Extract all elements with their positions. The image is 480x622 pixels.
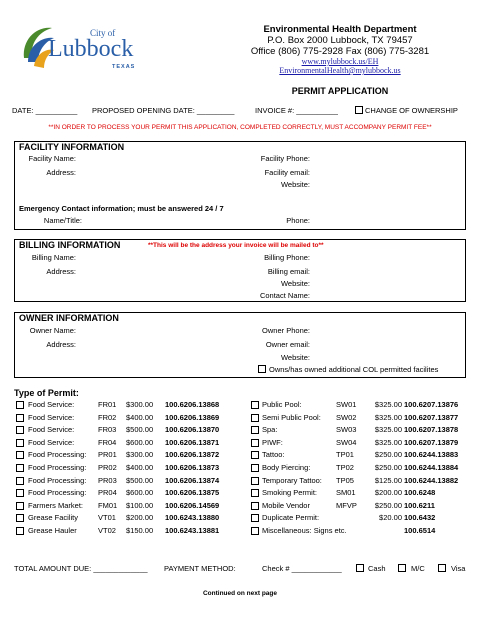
permit-fee: $125.00 (374, 475, 402, 485)
department-phones: Office (806) 775-2928 Fax (806) 775-3281 (250, 46, 430, 57)
permit-type: Mobile Vendor (262, 500, 310, 510)
logo-state: TEXAS (112, 64, 136, 70)
owner-heading: OWNER INFORMATION (19, 313, 119, 323)
permit-type: Grease Facility (28, 513, 79, 523)
owner-address-label: Address: (46, 340, 76, 349)
facility-address-label: Address: (46, 168, 76, 177)
emergency-name-label: Name/Title: (43, 216, 82, 225)
facility-name-label: Facility Name: (28, 154, 76, 163)
permit-code: PR02 (98, 463, 117, 472)
permit-account: 100.6243.13880 (165, 513, 220, 523)
permit-code: FR03 (98, 425, 117, 435)
city-logo (18, 22, 136, 78)
permit-checkbox[interactable] (16, 514, 24, 522)
permit-type-heading: Type of Permit: (14, 388, 79, 398)
owns-additional-checkbox[interactable] (258, 365, 266, 373)
permit-checkbox[interactable] (16, 426, 24, 434)
permit-type: Food Processing: (28, 475, 87, 485)
permit-account: 100.6206.13870 (165, 425, 220, 435)
permit-account: 100.6206.13868 (165, 400, 220, 409)
permit-fee: $250.00 (374, 500, 402, 510)
permit-fee: $600.00 (126, 488, 154, 498)
permit-fee: $325.00 (374, 425, 402, 435)
cash-label: Cash (368, 564, 386, 573)
facility-phone-label: Facility Phone: (260, 154, 310, 163)
owner-website-label: Website: (280, 353, 310, 362)
mc-checkbox[interactable] (398, 564, 406, 572)
department-website[interactable]: www.mylubbock.us/EH (301, 57, 379, 66)
permit-type: PIWF: (262, 437, 283, 447)
permit-checkbox[interactable] (16, 527, 24, 535)
permit-account: 100.6243.13881 (165, 526, 220, 535)
permit-code: PR01 (98, 450, 117, 460)
emergency-contact-label: Emergency Contact information; must be answered 24 / 7 (19, 204, 224, 213)
permit-account: 100.6248 (404, 488, 436, 498)
permit-checkbox[interactable] (251, 477, 259, 485)
permit-checkbox[interactable] (251, 502, 259, 510)
permit-account: 100.6244.13884 (404, 463, 459, 472)
billing-contact-label: Contact Name: (259, 291, 310, 300)
permit-checkbox[interactable] (251, 426, 259, 434)
visa-checkbox[interactable] (438, 564, 446, 572)
permit-code: TP01 (336, 450, 354, 460)
check-number-field[interactable]: Check # ____________ (262, 564, 342, 573)
permit-account: 100.6206.13873 (165, 463, 220, 472)
permit-type: Food Service: (28, 425, 75, 435)
permit-account: 100.6206.14569 (165, 500, 220, 510)
facility-website-label: Website: (280, 180, 310, 189)
department-address: P.O. Box 2000 Lubbock, TX 79457 (267, 35, 413, 46)
permit-type: Miscellaneous: Signs etc. (262, 526, 347, 535)
page-title: PERMIT APPLICATION (291, 86, 389, 96)
permit-checkbox[interactable] (16, 439, 24, 447)
permit-account: 100.6206.13869 (165, 412, 220, 422)
permit-fee: $100.00 (126, 500, 154, 510)
permit-code: FR04 (98, 437, 117, 447)
permit-fee: $20.00 (379, 513, 402, 523)
permit-code: VT01 (98, 513, 116, 523)
visa-label: Visa (451, 564, 466, 573)
permit-code: TP02 (336, 463, 354, 472)
permit-fee: $500.00 (126, 475, 154, 485)
permit-type: Spa: (262, 425, 278, 435)
billing-note: **This will be the address your invoice will be mailed to** (148, 242, 324, 249)
permit-checkbox[interactable] (16, 477, 24, 485)
permit-type: Food Service: (28, 412, 75, 422)
permit-fee: $300.00 (126, 400, 154, 409)
permit-code: MFVP (336, 500, 357, 510)
permit-code: SW03 (336, 425, 357, 435)
fee-notice: **IN ORDER TO PROCESS YOUR PERMIT THIS APPLICATION, COMPLETED CORRECTLY, MUST ACCOMPANY PERMIT FEE** (48, 124, 432, 131)
payment-method-label: PAYMENT METHOD: (164, 564, 236, 573)
permit-account: 100.6207.13879 (404, 437, 459, 447)
permit-account: 100.6206.13875 (165, 488, 220, 498)
billing-website-label: Website: (280, 279, 310, 288)
permit-code: PR04 (98, 488, 117, 498)
permit-checkbox[interactable] (251, 414, 259, 422)
permit-code: PR03 (98, 475, 117, 485)
permit-account: 100.6514 (404, 526, 436, 535)
permit-type: Tattoo: (262, 450, 285, 460)
permit-checkbox[interactable] (251, 527, 259, 535)
permit-fee: $200.00 (374, 488, 402, 498)
permit-type: Food Service: (28, 400, 75, 409)
permit-checkbox[interactable] (251, 401, 259, 409)
permit-checkbox[interactable] (251, 451, 259, 459)
mc-label: M/C (411, 564, 425, 573)
permit-fee: $400.00 (126, 412, 154, 422)
total-amount-due[interactable]: TOTAL AMOUNT DUE: _____________ (14, 564, 148, 573)
permit-code: SW01 (336, 400, 357, 409)
logo-city-of: City of (90, 28, 116, 38)
permit-fee: $600.00 (126, 437, 154, 447)
permit-account: 100.6206.13874 (165, 475, 220, 485)
permit-fee: $400.00 (126, 463, 154, 472)
permit-type: Duplicate Permit: (262, 513, 320, 523)
department-name: Environmental Health Department (263, 24, 417, 35)
permit-type: Smoking Permit: (262, 488, 318, 498)
permit-code: SM01 (336, 488, 356, 498)
permit-type: Farmers Market: (28, 500, 84, 510)
permit-type: Food Processing: (28, 450, 87, 460)
permit-code: FR02 (98, 412, 117, 422)
permit-checkbox[interactable] (251, 514, 259, 522)
permit-code: VT02 (98, 526, 116, 535)
opening-date-field[interactable]: PROPOSED OPENING DATE: _________ (92, 106, 235, 115)
billing-phone-label: Billing Phone: (264, 253, 310, 262)
permit-checkbox[interactable] (16, 464, 24, 472)
permit-checkbox[interactable] (251, 439, 259, 447)
permit-code: FR01 (98, 400, 117, 409)
permit-fee: $200.00 (126, 513, 154, 523)
continued-note: Continued on next page (202, 590, 278, 597)
invoice-field[interactable]: INVOICE #: __________ (255, 106, 338, 115)
permit-type: Semi Public Pool: (262, 412, 321, 422)
logo-name: Lubbock (48, 36, 134, 62)
permit-code: SW04 (336, 437, 357, 447)
permit-checkbox[interactable] (16, 401, 24, 409)
permit-code: TP05 (336, 475, 354, 485)
billing-heading: BILLING INFORMATION (19, 240, 121, 250)
permit-checkbox[interactable] (16, 451, 24, 459)
permit-fee: $300.00 (126, 450, 154, 460)
owner-name-label: Owner Name: (29, 326, 76, 335)
permit-account: 100.6207.13878 (404, 425, 459, 435)
permit-type: Food Processing: (28, 463, 87, 472)
permit-fee: $250.00 (374, 463, 402, 472)
change-ownership-label: CHANGE OF OWNERSHIP (365, 106, 458, 115)
owns-additional-label: Owns/has owned additional COL permitted facilites (269, 365, 439, 374)
permit-checkbox[interactable] (251, 489, 259, 497)
permit-account: 100.6211 (404, 500, 435, 510)
permit-account: 100.6206.13871 (165, 437, 220, 447)
permit-code: FM01 (98, 500, 118, 510)
permit-type: Temporary Tattoo: (262, 475, 322, 485)
owner-email-label: Owner email: (265, 340, 310, 349)
permit-type: Food Processing: (28, 488, 87, 498)
permit-fee: $325.00 (374, 400, 402, 409)
date-field[interactable]: DATE: __________ (12, 106, 78, 115)
billing-email-label: Billing email: (267, 267, 310, 276)
change-ownership-checkbox[interactable] (355, 106, 363, 114)
permit-type: Grease Hauler (28, 526, 77, 535)
permit-account: 100.6207.13877 (404, 412, 459, 422)
billing-address-label: Address: (46, 267, 76, 276)
permit-account: 100.6432 (404, 513, 436, 523)
permit-code: SW02 (336, 412, 357, 422)
permit-fee: $325.00 (374, 437, 402, 447)
permit-type: Body Piercing: (262, 463, 311, 472)
permit-fee: $250.00 (374, 450, 402, 460)
owner-phone-label: Owner Phone: (262, 326, 310, 335)
cash-checkbox[interactable] (356, 564, 364, 572)
permit-fee: $325.00 (374, 412, 402, 422)
permit-type: Public Pool: (262, 400, 302, 409)
permit-checkbox[interactable] (16, 414, 24, 422)
permit-fee: $500.00 (126, 425, 154, 435)
permit-account: 100.6244.13883 (404, 450, 459, 460)
permit-account: 100.6206.13872 (165, 450, 220, 460)
permit-account: 100.6207.13876 (404, 400, 459, 409)
facility-heading: FACILITY INFORMATION (19, 142, 125, 152)
department-email[interactable]: EnvironmentalHealth@mylubbock.us (279, 66, 401, 75)
permit-fee: $150.00 (126, 526, 154, 535)
permit-checkbox[interactable] (16, 489, 24, 497)
emergency-phone-label: Phone: (286, 216, 310, 225)
billing-name-label: Billing Name: (31, 253, 76, 262)
permit-account: 100.6244.13882 (404, 475, 459, 485)
facility-email-label: Facility email: (264, 168, 310, 177)
permit-checkbox[interactable] (251, 464, 259, 472)
permit-checkbox[interactable] (16, 502, 24, 510)
permit-type: Food Service: (28, 437, 75, 447)
